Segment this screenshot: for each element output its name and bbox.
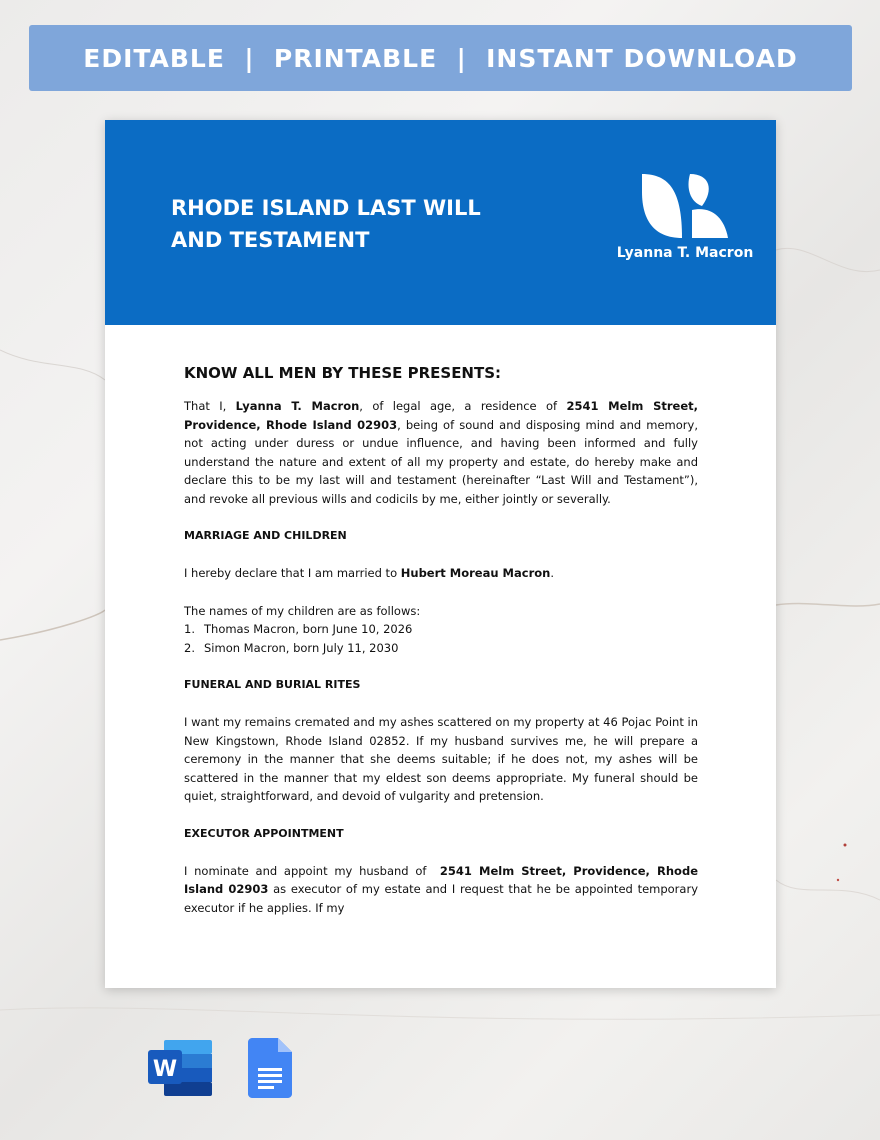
intro-paragraph: That I, Lyanna T. Macron, of legal age, a residence of 2541 Melm Street, Providence, Rhode Island 02903, being of sound and disposing mind and memory, not acting under duress or undue influence, and having been informed and fully understand the nature and extent of all my property and estate, do hereby make and declare this to be my last will and testament (hereinafter “Last Will and Testament”), and revoke all previous wills and codicils by me, either jointly or severally. xyxy=(184,399,698,506)
section-heading-executor: EXECUTOR APPOINTMENT xyxy=(184,826,344,840)
title-line-2: AND TESTAMENT xyxy=(171,228,370,252)
section-heading-marriage: MARRIAGE AND CHILDREN xyxy=(184,529,347,543)
google-docs-app-icon[interactable] xyxy=(248,1038,292,1098)
leaf-logo-icon xyxy=(640,172,730,242)
word-app-icon[interactable] xyxy=(146,1038,214,1098)
children-intro: The names of my children are as follows: xyxy=(184,603,421,618)
list-item xyxy=(184,620,698,639)
list-number: 1. xyxy=(184,622,195,637)
svg-text:W: W xyxy=(152,1057,178,1082)
promo-banner xyxy=(29,25,852,91)
list-text: Simon Macron, born July 11, 2030 xyxy=(204,640,399,655)
list-text: Thomas Macron, born June 10, 2026 xyxy=(204,622,413,637)
section-heading-funeral: FUNERAL AND BURIAL RITES xyxy=(184,677,361,691)
document-header xyxy=(105,120,776,325)
list-number: 2. xyxy=(184,640,195,655)
marriage-paragraph: I hereby declare that I am married to Hubert Moreau Macron. xyxy=(184,566,554,581)
funeral-paragraph: I want my remains cremated and my ashes scattered on my property at 46 Pojac Point in New Kingstown, Rhode Island 02852. If my husband survives me, he will prepare a ceremony in the manner that she deems suitable; if he does not, my ashes will be scattered in the manner that my eldest son deems appropriate. My funeral should be quiet, straightforward, and devoid of vulgarity and pretension. xyxy=(184,715,698,804)
document-page xyxy=(105,120,776,988)
banner-text: EDITABLE | PRINTABLE | INSTANT DOWNLOAD xyxy=(83,43,798,73)
list-item xyxy=(184,639,698,658)
main-heading: KNOW ALL MEN BY THESE PRESENTS: xyxy=(184,364,502,382)
children-list xyxy=(184,602,698,658)
executor-paragraph: I nominate and appoint my husband of 2541 Melm Street, Providence, Rhode Island 02903 as executor of my estate and I request that he be appointed temporary executor if he applies. If my xyxy=(184,863,698,916)
document-title xyxy=(171,192,491,256)
logo-name: Lyanna T. Macron xyxy=(616,245,754,261)
title-line-1: RHODE ISLAND LAST WILL xyxy=(171,196,481,220)
document-body xyxy=(184,363,698,918)
